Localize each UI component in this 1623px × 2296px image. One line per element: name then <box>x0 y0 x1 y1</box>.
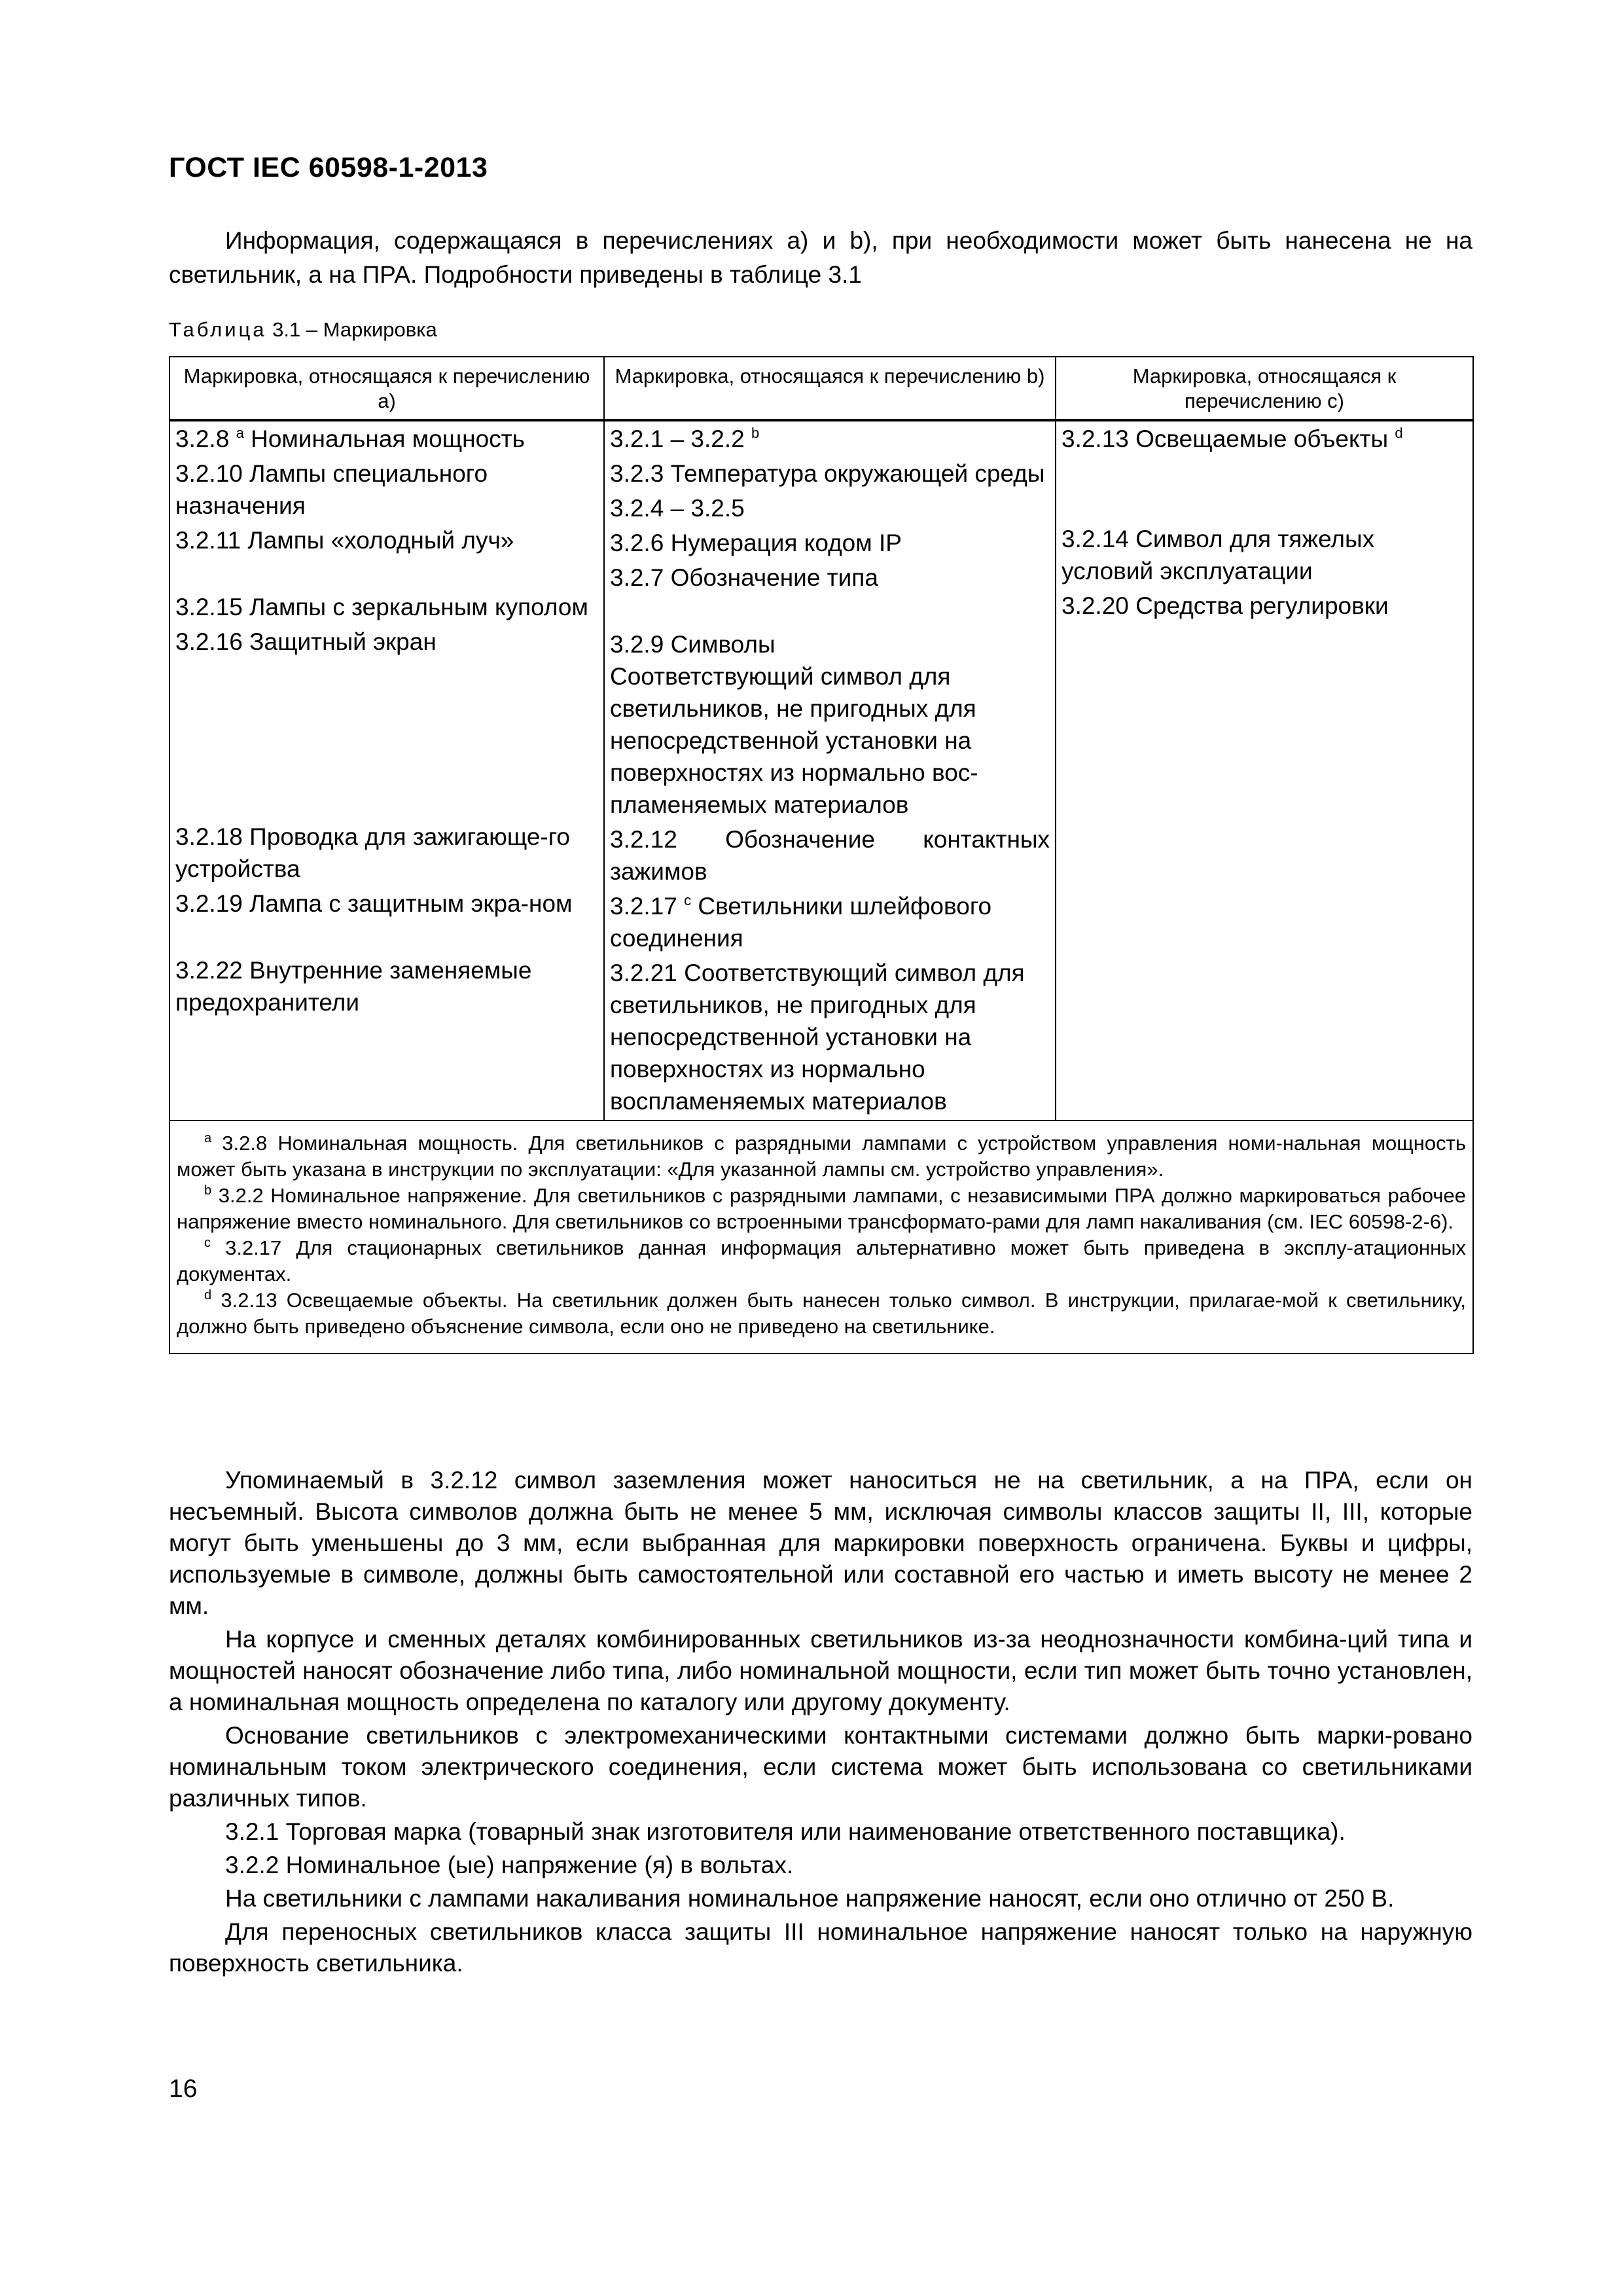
body-paragraph: На светильники с лампами накаливания номинальное напряжение наносят, если оно отлично от 250 В. <box>225 1885 1395 1912</box>
col-c-spacer <box>1061 457 1467 523</box>
document-header: ГОСТ IEC 60598-1-2013 <box>169 152 488 183</box>
footnote-ref: b <box>751 425 760 441</box>
table-notes-row <box>169 1121 1473 1354</box>
body-paragraph: 3.2.2 Номинальное (ые) напряжение (я) в вольтах. <box>225 1852 794 1878</box>
col-b-item: 3.2.21 Соответствующий символ для светильников, не пригодных для непосредственной установки на поверхностях из нормально воспламеняемых материалов <box>610 960 1025 1115</box>
col-a-item: 3.2.15 Лампы с зеркальным куполом <box>175 594 588 620</box>
footnote-ref: d <box>1395 425 1403 441</box>
col-c-item: 3.2.13 Освещаемые объекты $^d$ <box>1061 425 1403 452</box>
marking-table <box>169 356 1474 1354</box>
col-a-item: 3.2.18 Проводка для зажигающе-го устройства <box>175 823 571 882</box>
table-body-row <box>169 420 1473 1121</box>
table-header-row <box>169 357 1473 420</box>
col-c-item: 3.2.14 Символ для тяжелых условий эксплуатации <box>1061 526 1375 584</box>
footnote-ref: c <box>684 892 692 908</box>
footnote-mark: d <box>204 1288 212 1302</box>
col-c-cell <box>1056 420 1473 1121</box>
header-col-b: Маркировка, относящаяся к перечислению b) <box>604 357 1056 420</box>
col-b-item: 3.2.17 $^c$ Светильники шлейфового соединения <box>610 892 992 952</box>
table-caption <box>169 318 437 342</box>
footnote-mark: a <box>204 1131 212 1145</box>
col-a-item: 3.2.10 Лампы специального назначения <box>175 460 488 519</box>
header-col-c: Маркировка, относящаяся к перечислению c) <box>1056 357 1473 420</box>
col-c-item: 3.2.20 Средства регулировки <box>1061 592 1389 619</box>
header-col-a: Маркировка, относящаяся к перечислению a) <box>169 357 604 420</box>
col-a-item: 3.2.11 Лампы «холодный луч» <box>175 527 514 554</box>
footnote-ref: a <box>236 425 244 441</box>
col-b-item: 3.2.1 – 3.2.2 $^b$ <box>610 425 760 452</box>
col-b-item: 3.2.6 Нумерация кодом IP <box>610 529 902 556</box>
intro-paragraph <box>169 224 1472 292</box>
table-caption-title: 3.1 – Маркировка <box>266 318 437 341</box>
body-paragraph: Упоминаемый в 3.2.12 символ заземления может наноситься не на светильник, а на ПРА, если он несъемный. Высота символов должна быть не менее 5 мм, исключая символы классов защиты II, III, которые могут быть уменьшены до 3 мм, если выбранная для маркировки поверхность ограничена. Буквы и цифры, используемые в символе, должны быть самостоятельной или составной его частью и иметь высоту не менее 2 мм. <box>169 1467 1472 1619</box>
body-text <box>169 1465 1472 1981</box>
body-paragraph: Основание светильников с электромеханическими контактными системами должно быть марки-ровано номинальным током электрического соединения, если система может быть использована со светильниками различных типов. <box>169 1722 1472 1812</box>
footnote-item: $^b$ 3.2.2 Номинальное напряжение. Для светильников с разрядными лампами, с независимыми ПРА должно маркироваться рабочее напряжение вместо номинального. Для светильников со встроенными трансформато-рами для ламп накаливания (см. IEC 60598-2-6). <box>177 1183 1466 1233</box>
col-b-item: 3.2.9 Символы <box>610 631 776 658</box>
col-a-item: 3.2.19 Лампа с защитным экра-ном <box>175 890 573 917</box>
footnote-mark: b <box>204 1183 212 1198</box>
col-b-item: 3.2.7 Обозначение типа <box>610 564 878 591</box>
page-number: 16 <box>169 2075 198 2103</box>
body-paragraph: На корпусе и сменных деталях комбинированных светильников из-за неоднозначности комбина-ций типа и мощностей наносят обозначение либо типа, либо номинальной мощности, если тип может быть точно установлен, а номинальная мощность определена по каталогу или другому документу. <box>169 1626 1472 1715</box>
footnote-item: $^d$ 3.2.13 Освещаемые объекты. На светильник должен быть нанесен только символ. В инструкции, прилагае-мой к светильнику, должно быть приведено объяснение символа, если оно не приведено на светильнике. <box>177 1288 1466 1338</box>
col-b-cell <box>604 420 1056 1121</box>
footnote-item: $^a$ 3.2.8 Номинальная мощность. Для светильников с разрядными лампами с устройством управления номи-нальная мощность может быть указана в инструкции по эксплуатации: «Для указанной лампы см. устройство управления». <box>177 1131 1466 1181</box>
col-b-item: Соответствующий символ для светильников, не пригодных для непосредственной установки на поверхностях из нормально вос-пламеняемых материалов <box>610 663 978 818</box>
col-a-item: 3.2.8 $^a$ Номинальная мощность <box>175 425 525 452</box>
footnote-mark: c <box>204 1236 211 1250</box>
footnote-item: $^c$ 3.2.17 Для стационарных светильников данная информация альтернативно может быть приведена в эксплу-атационных документах. <box>177 1236 1466 1285</box>
table-footnotes <box>169 1121 1473 1354</box>
intro-text: Информация, содержащаяся в перечислениях a) и b), при необходимости может быть нанесена не на светильник, а на ПРА. Подробности приведены в таблице 3.1 <box>169 227 1472 288</box>
body-paragraph: 3.2.1 Торговая марка (товарный знак изготовителя или наименование ответственного поставщика). <box>225 1818 1346 1845</box>
col-a-cell <box>169 420 604 1121</box>
table-caption-prefix: Таблица <box>169 318 267 341</box>
col-a-item: 3.2.16 Защитный экран <box>175 628 437 655</box>
body-paragraph: Для переносных светильников класса защиты III номинальное напряжение наносят только на наружную поверхность светильника. <box>169 1918 1472 1977</box>
col-b-item: 3.2.12 Обозначение контактных зажимов <box>610 826 1050 885</box>
col-a-item: 3.2.22 Внутренние заменяемые предохранители <box>175 957 532 1016</box>
col-b-item: 3.2.4 – 3.2.5 <box>610 495 745 522</box>
col-b-item: 3.2.3 Температура окружающей среды <box>610 460 1045 487</box>
